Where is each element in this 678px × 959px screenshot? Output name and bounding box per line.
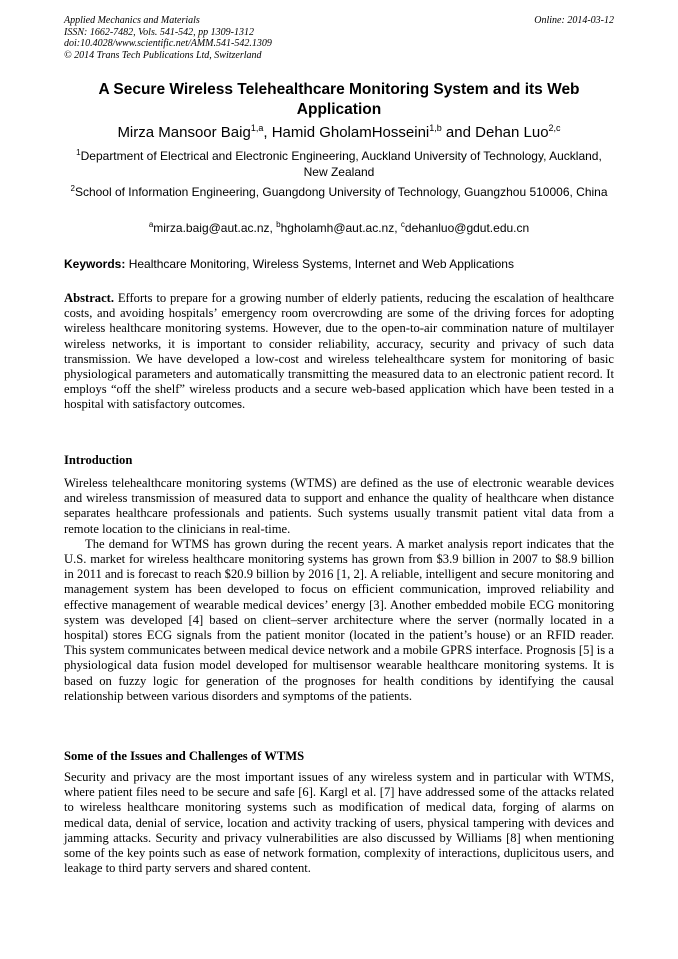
doi-line: doi:10.4028/www.scientific.net/AMM.541-542.1309 (64, 38, 272, 49)
email-link[interactable]: mirza.baig@aut.ac.nz (153, 221, 270, 235)
paper-title: A Secure Wireless Telehealthcare Monitoring System and its Web Application (98, 81, 580, 118)
abstract (64, 291, 614, 413)
email-link[interactable]: dehanluo@gdut.edu.cn (404, 221, 530, 235)
affiliation-1: $^1$Department of Electrical and Electronic Engineering, Auckland University of Technology, Auckland, New Zealand (76, 148, 602, 179)
email-link[interactable]: hgholamh@aut.ac.nz (280, 221, 395, 235)
journal-info (64, 15, 272, 61)
section-heading-introduction: Introduction (64, 453, 133, 467)
author-name: Dehan Luo (475, 124, 549, 141)
author-list: Mirza Mansoor Baig$^{1,a}$, Hamid GholamHosseini$^{1,b}$ and Dehan Luo$^{2,c}$ (117, 123, 561, 141)
copyright-line: © 2014 Trans Tech Publications Ltd, Switzerland (64, 49, 262, 61)
issn-line: ISSN: 1662-7482, Vols. 541-542, pp 1309-1312 (64, 26, 254, 38)
keywords-text: Healthcare Monitoring, Wireless Systems, Internet and Web Applications (125, 257, 514, 271)
author-emails: $^a$mirza.baig@aut.ac.nz, $^b$hgholamh@aut.ac.nz, $^c$dehanluo@gdut.edu.cn (148, 220, 530, 235)
keywords (64, 256, 614, 272)
online-date: Online: 2014-03-12 (534, 15, 614, 26)
author-sup: 1,a (250, 123, 264, 133)
journal-name: Applied Mechanics and Materials (64, 15, 200, 26)
paragraph: Wireless telehealthcare monitoring systems (WTMS) are defined as the use of electronic wearable devices and wireless transmission of measured data to support and enhance the quality of healthcare when distance separates healthcare professionals and patients. Such systems usually transmit patient vital data from a remote location to the clinicians in real-time. (64, 476, 614, 536)
issues-body (64, 770, 614, 876)
author-sup: 2,c (548, 123, 561, 133)
paragraph: Security and privacy are the most important issues of any wireless system and in particular with WTMS, where patient files need to be secure and safe [6]. Kargl et al. [7] have addressed some of the attacks related to wireless healthcare monitoring systems such as modification of medical data, forging of alarms on medical data, denial of service, location and activity tracking of users, physical tampering with devices and jamming attacks. Security and privacy vulnerabilities are also discussed by Williams [8] when mentioning some of the key points such as ease of network formation, complexity of interactions, duplicitous users, and leakage to third party servers and shared content. (64, 770, 614, 876)
author-name: Hamid GholamHosseini (271, 124, 430, 141)
abstract-label: Abstract. (64, 291, 115, 305)
journal-header (64, 15, 614, 61)
abstract-text: Efforts to prepare for a growing number of elderly patients, reducing the escalation of healthcare costs, and avoiding hospitals’ emergency room overcrowding are some of the driving forces for adopting wireless healthcare monitoring systems. However, due to the open-to-air commination nature of multilayer wireless networks, it is important to consider reliability, accuracy, security and privacy of such data transmission. We have developed a low-cost and wireless telehealthcare system for monitoring of basic physiological parameters and automatically transmitting the measured data to an electronic patient record. It employs “off the shelf” wireless products and a secure web-based application which have been tested in a hospital with satisfactory outcomes. (64, 291, 614, 412)
keywords-label: Keywords: (64, 257, 126, 271)
introduction-body (64, 476, 614, 704)
affiliation-2: $^2$School of Information Engineering, Guangdong University of Technology, Guangzhou 510006, China (70, 184, 608, 199)
author-sup: 1,b (429, 123, 442, 133)
author-name: Mirza Mansoor Baig (117, 124, 251, 141)
paragraph: The demand for WTMS has grown during the recent years. A market analysis report indicates that the U.S. market for wireless healthcare monitoring systems has grown from $3.9 billion in 2007 to $8.9 billion in 2011 and is forecast to reach $20.9 billion by 2016 [1, 2]. A reliable, intelligent and secure monitoring and management system has been developed to focus on efficient communication, improved reliability and effective management of wearable medical devices’ energy [3]. Another embedded mobile ECG monitoring system was developed [4] based on client–server architecture where the server (normally located in a hospital) stores ECG signals from the patient monitor (located in the patient’s house) or an RFID reader. This system communicates between medical device network and a mobile GPRS interface. Prognosis [5] is a physiological data fusion model developed for multisensor wearable healthcare monitoring systems. It is based on fuzzy logic for generation of the prognoses for health conditions by identifying the causal relationship between various disorders and symptoms of the patients. (64, 536, 614, 703)
section-heading-issues: Some of the Issues and Challenges of WTMS (64, 749, 305, 763)
